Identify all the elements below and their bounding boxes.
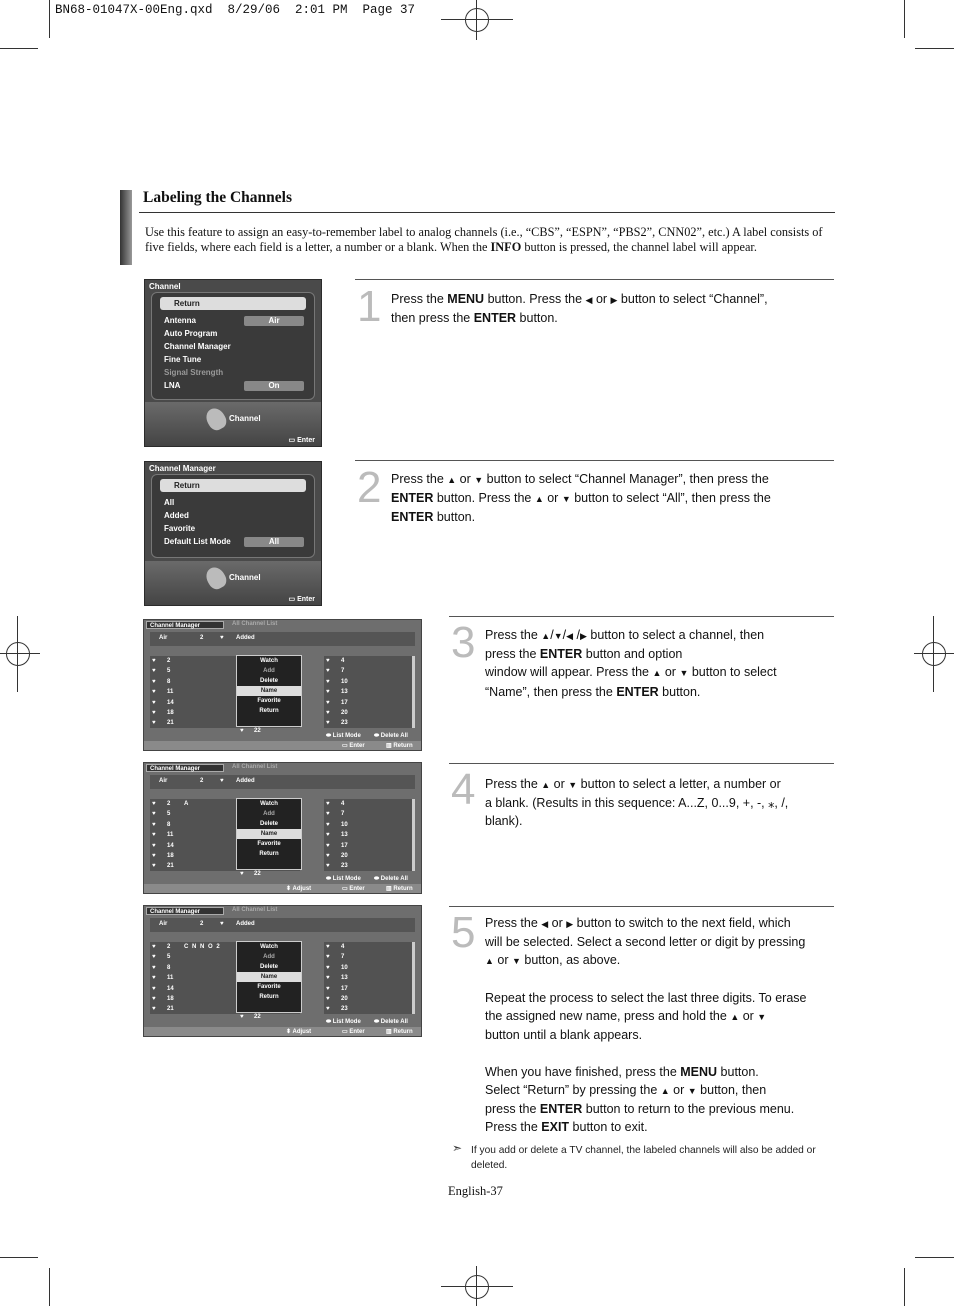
channel-row[interactable]: 7 (341, 668, 345, 675)
print-header: BN68-01047X-00Eng.qxd 8/29/06 2:01 PM Page 37 (55, 3, 416, 17)
section-intro: Use this feature to assign an easy-to-remember label to analog channels (i.e., “CBS”, “ESPN”, “PBS2”, CNN02”, etc.) A label consists of five fields, where each field is a letter, a number or a blank. When the INFO button is pressed, the channel label will appear. (145, 225, 823, 254)
channel-row[interactable]: 10 (341, 678, 348, 685)
menu-item-channel-manager[interactable]: Channel Manager (164, 342, 231, 351)
heart-icon: ♥ (220, 921, 224, 927)
heart-icon: ♥ (152, 842, 156, 849)
channel-row[interactable]: 17 (341, 699, 348, 706)
adjust-hint: ⬍ Adjust (286, 1029, 312, 1035)
heart-icon: ♥ (152, 678, 156, 685)
menu-item-lna[interactable]: LNA (164, 381, 181, 390)
channel-list-screen-step3 (143, 619, 422, 751)
heart-icon: ♥ (326, 710, 330, 716)
step-number: 3 (451, 618, 476, 667)
cm-top-bar (150, 918, 415, 932)
popup-item-favorite[interactable]: Favorite (257, 841, 281, 847)
all-channel-list-label: All Channel List (232, 907, 278, 913)
scrollbar[interactable] (412, 656, 415, 728)
option-popup (236, 798, 302, 870)
heart-icon: ♥ (326, 985, 330, 992)
channel-row[interactable]: 17 (341, 842, 348, 849)
channel-row[interactable]: 2 (167, 801, 171, 807)
heart-icon: ♥ (326, 975, 330, 982)
crop-mark (915, 1257, 954, 1258)
return-hint: ▥ Return (386, 743, 413, 749)
right-channel-list (324, 656, 412, 728)
channel-row[interactable]: 17 (341, 985, 348, 992)
channel-row[interactable]: 4 (341, 944, 345, 950)
channel-row[interactable]: 22 (254, 728, 261, 734)
popup-item-name[interactable]: Name (237, 972, 301, 982)
heart-icon: ♥ (326, 944, 330, 950)
step-text: Press the ▲ or ▼ button to select a letter, a number or a blank. (Results in this sequence: A...Z, 0...9, +, -, ⁎, /, blank). (485, 777, 789, 829)
step-rule (449, 906, 834, 907)
enter-hint: ▭ Enter (342, 1029, 365, 1035)
popup-item-add[interactable]: Add (263, 668, 275, 674)
heart-icon: ♥ (240, 1014, 244, 1020)
heart-icon: ♥ (152, 944, 156, 950)
channel-row[interactable]: 2 (167, 944, 171, 950)
antenna-label: Air (159, 921, 168, 927)
crop-mark (915, 48, 954, 49)
registration-mark (922, 642, 946, 666)
delete-all-hint: ⬬ Delete All (374, 1019, 408, 1025)
page-number: English-37 (448, 1184, 503, 1198)
cm-header: Channel Manager (146, 621, 224, 629)
cm-footer (144, 884, 421, 893)
menu-title: Channel Manager (149, 464, 216, 473)
menu-item-fine-tune[interactable]: Fine Tune (164, 355, 202, 364)
menu-item-favorite[interactable]: Favorite (164, 524, 196, 533)
channel-number: 2 (200, 921, 204, 927)
menu-item-added[interactable]: Added (164, 511, 189, 520)
channel-row[interactable]: 13 (341, 975, 348, 982)
return-hint: ▥ Return (386, 886, 413, 892)
popup-item-name[interactable]: Name (237, 686, 301, 696)
added-label: Added (236, 778, 255, 784)
step-number: 1 (357, 282, 382, 331)
channel-menu-screen (144, 279, 322, 447)
channel-row[interactable]: 11 (167, 689, 174, 696)
cm-footer (144, 1027, 421, 1036)
channel-row[interactable]: 14 (167, 985, 174, 992)
list-mode-hint: ⬬ List Mode (326, 1019, 361, 1025)
heart-icon: ♥ (220, 778, 224, 784)
heart-icon: ♥ (326, 832, 330, 839)
right-channel-list (324, 942, 412, 1014)
channel-row[interactable]: 10 (341, 964, 348, 971)
heart-icon: ♥ (152, 975, 156, 982)
note-text: If you add or delete a TV channel, the labeled channels will also be added or deleted. (471, 1145, 816, 1171)
return-item[interactable]: Return (160, 297, 306, 310)
antenna-value[interactable]: Air (244, 316, 304, 326)
enter-hint: ▭ Enter (342, 886, 365, 892)
registration-mark (0, 653, 40, 654)
heart-icon: ♥ (326, 863, 330, 870)
heart-icon: ♥ (326, 842, 330, 849)
menu-item-all[interactable]: All (164, 498, 175, 507)
enter-icon: ▭ (342, 886, 348, 892)
registration-mark (476, 0, 477, 40)
channel-row[interactable]: 11 (167, 832, 174, 839)
heart-icon: ♥ (326, 689, 330, 696)
heart-icon: ♥ (220, 635, 224, 641)
scrollbar[interactable] (412, 799, 415, 871)
cm-header: Channel Manager (146, 764, 224, 772)
crop-mark (0, 48, 38, 49)
popup-item-watch[interactable]: Watch (260, 801, 278, 807)
registration-mark (441, 19, 513, 20)
scrollbar[interactable] (412, 942, 415, 1014)
satellite-dish-icon (203, 405, 230, 433)
cm-top-bar (150, 632, 415, 646)
channel-row[interactable]: 11 (167, 975, 174, 982)
channel-number: 2 (200, 635, 204, 641)
channel-row[interactable]: 7 (341, 811, 345, 818)
step-rule (449, 763, 834, 764)
channel-number: 2 (200, 778, 204, 784)
heart-icon: ♥ (152, 699, 156, 706)
channel-row[interactable]: 8 (167, 678, 171, 685)
delete-all-hint: ⬬ Delete All (374, 733, 408, 739)
channel-list-screen-step5 (143, 905, 422, 1037)
return-item[interactable]: Return (160, 479, 306, 492)
list-mode-hint: ⬬ List Mode (326, 733, 361, 739)
channel-row[interactable]: 22 (254, 871, 261, 877)
cm-header: Channel Manager (146, 907, 224, 915)
heart-icon: ♥ (152, 801, 156, 807)
menu-item-signal-strength: Signal Strength (164, 368, 224, 377)
heart-icon: ♥ (152, 832, 156, 839)
heart-icon: ♥ (152, 668, 156, 675)
popup-item-return[interactable]: Return (259, 994, 279, 1000)
registration-mark (465, 1275, 489, 1299)
cm-top-bar (150, 775, 415, 789)
enter-hint: ▭ Enter (288, 437, 315, 444)
heart-icon: ♥ (152, 985, 156, 992)
section-rule (139, 212, 835, 213)
white-button-icon: ⬬ (374, 876, 380, 882)
popup-item-delete[interactable]: Delete (259, 821, 278, 827)
list-mode-hint: ⬬ List Mode (326, 876, 361, 882)
added-label: Added (236, 635, 255, 641)
heart-icon: ♥ (152, 964, 156, 971)
registration-mark (6, 642, 30, 666)
channel-row[interactable]: 21 (167, 720, 174, 727)
enter-hint: ▭ Enter (288, 596, 315, 603)
heart-icon: ♥ (326, 720, 330, 727)
heart-icon: ♥ (152, 954, 156, 961)
step-number: 4 (451, 765, 476, 814)
popup-item-delete[interactable]: Delete (259, 964, 278, 970)
channel-row[interactable]: 23 (341, 720, 348, 727)
enter-icon: ▭ (342, 1029, 348, 1035)
note-arrow-icon: ➣ (452, 1141, 463, 1155)
menu-footer-label: Channel (229, 573, 261, 582)
channel-row[interactable]: 8 (167, 964, 171, 971)
heart-icon: ♥ (152, 1006, 156, 1013)
crop-mark (49, 0, 50, 38)
heart-icon: ♥ (152, 996, 156, 1002)
channel-row[interactable]: 23 (341, 863, 348, 870)
channel-row[interactable]: 5 (167, 668, 171, 675)
adjust-hint: ⬍ Adjust (286, 886, 312, 892)
step-text: Press the MENU button. Press the ◀ or ▶ button to select “Channel”, then press the ENTER button. (391, 292, 768, 326)
menu-panel (151, 474, 315, 558)
heart-icon: ♥ (152, 811, 156, 818)
menu-footer (145, 561, 321, 605)
step-rule (355, 460, 834, 461)
channel-row[interactable]: 21 (167, 863, 174, 870)
up-down-icon: ⬍ (286, 886, 292, 892)
menu-panel (151, 292, 315, 400)
all-channel-list-label: All Channel List (232, 764, 278, 770)
channel-row[interactable]: 4 (341, 658, 345, 664)
channel-row[interactable]: 8 (167, 821, 171, 828)
channel-row[interactable]: 18 (167, 710, 174, 716)
heart-icon: ♥ (152, 821, 156, 828)
section-bar (120, 190, 132, 265)
satellite-dish-icon (203, 564, 230, 592)
red-button-icon: ⬬ (326, 1019, 332, 1025)
channel-row[interactable]: 18 (167, 996, 174, 1002)
lna-value[interactable]: On (244, 381, 304, 391)
menu-title: Channel (149, 282, 181, 291)
heart-icon: ♥ (152, 689, 156, 696)
heart-icon: ♥ (326, 699, 330, 706)
heart-icon: ♥ (326, 1006, 330, 1013)
channel-row[interactable]: 13 (341, 689, 348, 696)
step-rule (355, 279, 834, 280)
channel-row[interactable]: 5 (167, 954, 171, 961)
registration-mark (465, 8, 489, 32)
registration-mark (933, 616, 934, 692)
channel-row[interactable]: 14 (167, 699, 174, 706)
channel-list-screen-step4 (143, 762, 422, 894)
step-text: Press the ▲/▼/◀ /▶ button to select a channel, then press the ENTER button and option window will appear. Press the ▲ or ▼ button to select “Name”, then press the ENTER button. (485, 628, 777, 699)
heart-icon: ♥ (326, 801, 330, 807)
popup-item-watch[interactable]: Watch (260, 658, 278, 664)
up-down-icon: ⬍ (286, 1029, 292, 1035)
heart-icon: ♥ (326, 668, 330, 675)
channel-row[interactable]: 21 (167, 1006, 174, 1013)
registration-mark (17, 616, 18, 692)
popup-item-add[interactable]: Add (263, 811, 275, 817)
registration-mark (476, 1266, 477, 1306)
channel-row[interactable]: 20 (341, 996, 348, 1002)
step-rule (449, 616, 834, 617)
white-button-icon: ⬬ (374, 1019, 380, 1025)
popup-item-add[interactable]: Add (263, 954, 275, 960)
option-popup (236, 655, 302, 727)
all-channel-list-label: All Channel List (232, 621, 278, 627)
crop-mark (904, 0, 905, 38)
added-label: Added (236, 921, 255, 927)
red-button-icon: ⬬ (326, 733, 332, 739)
heart-icon: ♥ (326, 996, 330, 1002)
enter-hint: ▭ Enter (342, 743, 365, 749)
popup-item-delete[interactable]: Delete (259, 678, 278, 684)
crop-mark (0, 1257, 38, 1258)
crop-mark (904, 1268, 905, 1306)
channel-row[interactable]: 20 (341, 710, 348, 716)
antenna-label: Air (159, 635, 168, 641)
channel-row[interactable]: 18 (167, 853, 174, 859)
popup-item-name[interactable]: Name (237, 829, 301, 839)
popup-item-favorite[interactable]: Favorite (257, 984, 281, 990)
menu-item-antenna[interactable]: Antenna (164, 316, 196, 325)
step-text: Press the ◀ or ▶ button to switch to the next field, which will be selected. Select a second letter or digit by pressing ▲ or ▼ button, as above. Repeat the process to select the last three digits. To erase the assigned new name, press and hold the ▲ or ▼ button until a blank appears. When you have finished, press the MENU button. Select “Return” by pressing the ▲ or ▼ button, then press the ENTER button to return to the previous menu. Press the EXIT button to exit. (485, 916, 807, 1135)
return-hint: ▥ Return (386, 1029, 413, 1035)
registration-mark (914, 653, 954, 654)
antenna-label: Air (159, 778, 168, 784)
channel-name-field[interactable]: C N N O 2 (184, 944, 221, 950)
channel-row[interactable]: 22 (254, 1014, 261, 1020)
heart-icon: ♥ (152, 720, 156, 727)
channel-row[interactable]: 23 (341, 1006, 348, 1013)
right-channel-list (324, 799, 412, 871)
heart-icon: ♥ (152, 658, 156, 664)
channel-row[interactable]: 7 (341, 954, 345, 961)
return-icon: ▥ (386, 1029, 392, 1035)
registration-mark (441, 1286, 513, 1287)
return-icon: ▥ (386, 886, 392, 892)
heart-icon: ♥ (152, 853, 156, 859)
channel-manager-menu-screen (144, 461, 322, 606)
section-title: Labeling the Channels (143, 189, 293, 206)
popup-item-watch[interactable]: Watch (260, 944, 278, 950)
heart-icon: ♥ (240, 871, 244, 877)
default-list-mode-value[interactable]: All (244, 537, 304, 547)
channel-row[interactable]: 4 (341, 801, 345, 807)
popup-item-favorite[interactable]: Favorite (257, 698, 281, 704)
channel-row[interactable]: 10 (341, 821, 348, 828)
channel-row[interactable]: 5 (167, 811, 171, 818)
menu-footer (145, 402, 321, 446)
channel-row[interactable]: 20 (341, 853, 348, 859)
menu-footer-label: Channel (229, 414, 261, 423)
heart-icon: ♥ (326, 821, 330, 828)
channel-name-field[interactable]: A (184, 801, 190, 807)
white-button-icon: ⬬ (374, 733, 380, 739)
return-icon: ▥ (386, 743, 392, 749)
heart-icon: ♥ (326, 964, 330, 971)
red-button-icon: ⬬ (326, 876, 332, 882)
heart-icon: ♥ (326, 954, 330, 961)
heart-icon: ♥ (152, 863, 156, 870)
heart-icon: ♥ (326, 658, 330, 664)
heart-icon: ♥ (326, 853, 330, 859)
enter-icon: ▭ (342, 743, 348, 749)
popup-item-return[interactable]: Return (259, 851, 279, 857)
menu-item-default-list-mode[interactable]: Default List Mode (164, 537, 231, 546)
crop-mark (49, 1268, 50, 1306)
heart-icon: ♥ (326, 811, 330, 818)
step-text: Press the ▲ or ▼ button to select “Channel Manager”, then press the ENTER button. Press the ▲ or ▼ button to select “All”, then press the ENTER button. (391, 472, 771, 525)
cm-footer (144, 741, 421, 750)
heart-icon: ♥ (240, 728, 244, 734)
option-popup (236, 941, 302, 1013)
delete-all-hint: ⬬ Delete All (374, 876, 408, 882)
heart-icon: ♥ (326, 678, 330, 685)
popup-item-return[interactable]: Return (259, 708, 279, 714)
channel-row[interactable]: 14 (167, 842, 174, 849)
heart-icon: ♥ (152, 710, 156, 716)
step-number: 2 (357, 463, 382, 512)
channel-row[interactable]: 2 (167, 658, 171, 664)
step-number: 5 (451, 908, 476, 957)
channel-row[interactable]: 13 (341, 832, 348, 839)
menu-item-auto-program[interactable]: Auto Program (164, 329, 218, 338)
